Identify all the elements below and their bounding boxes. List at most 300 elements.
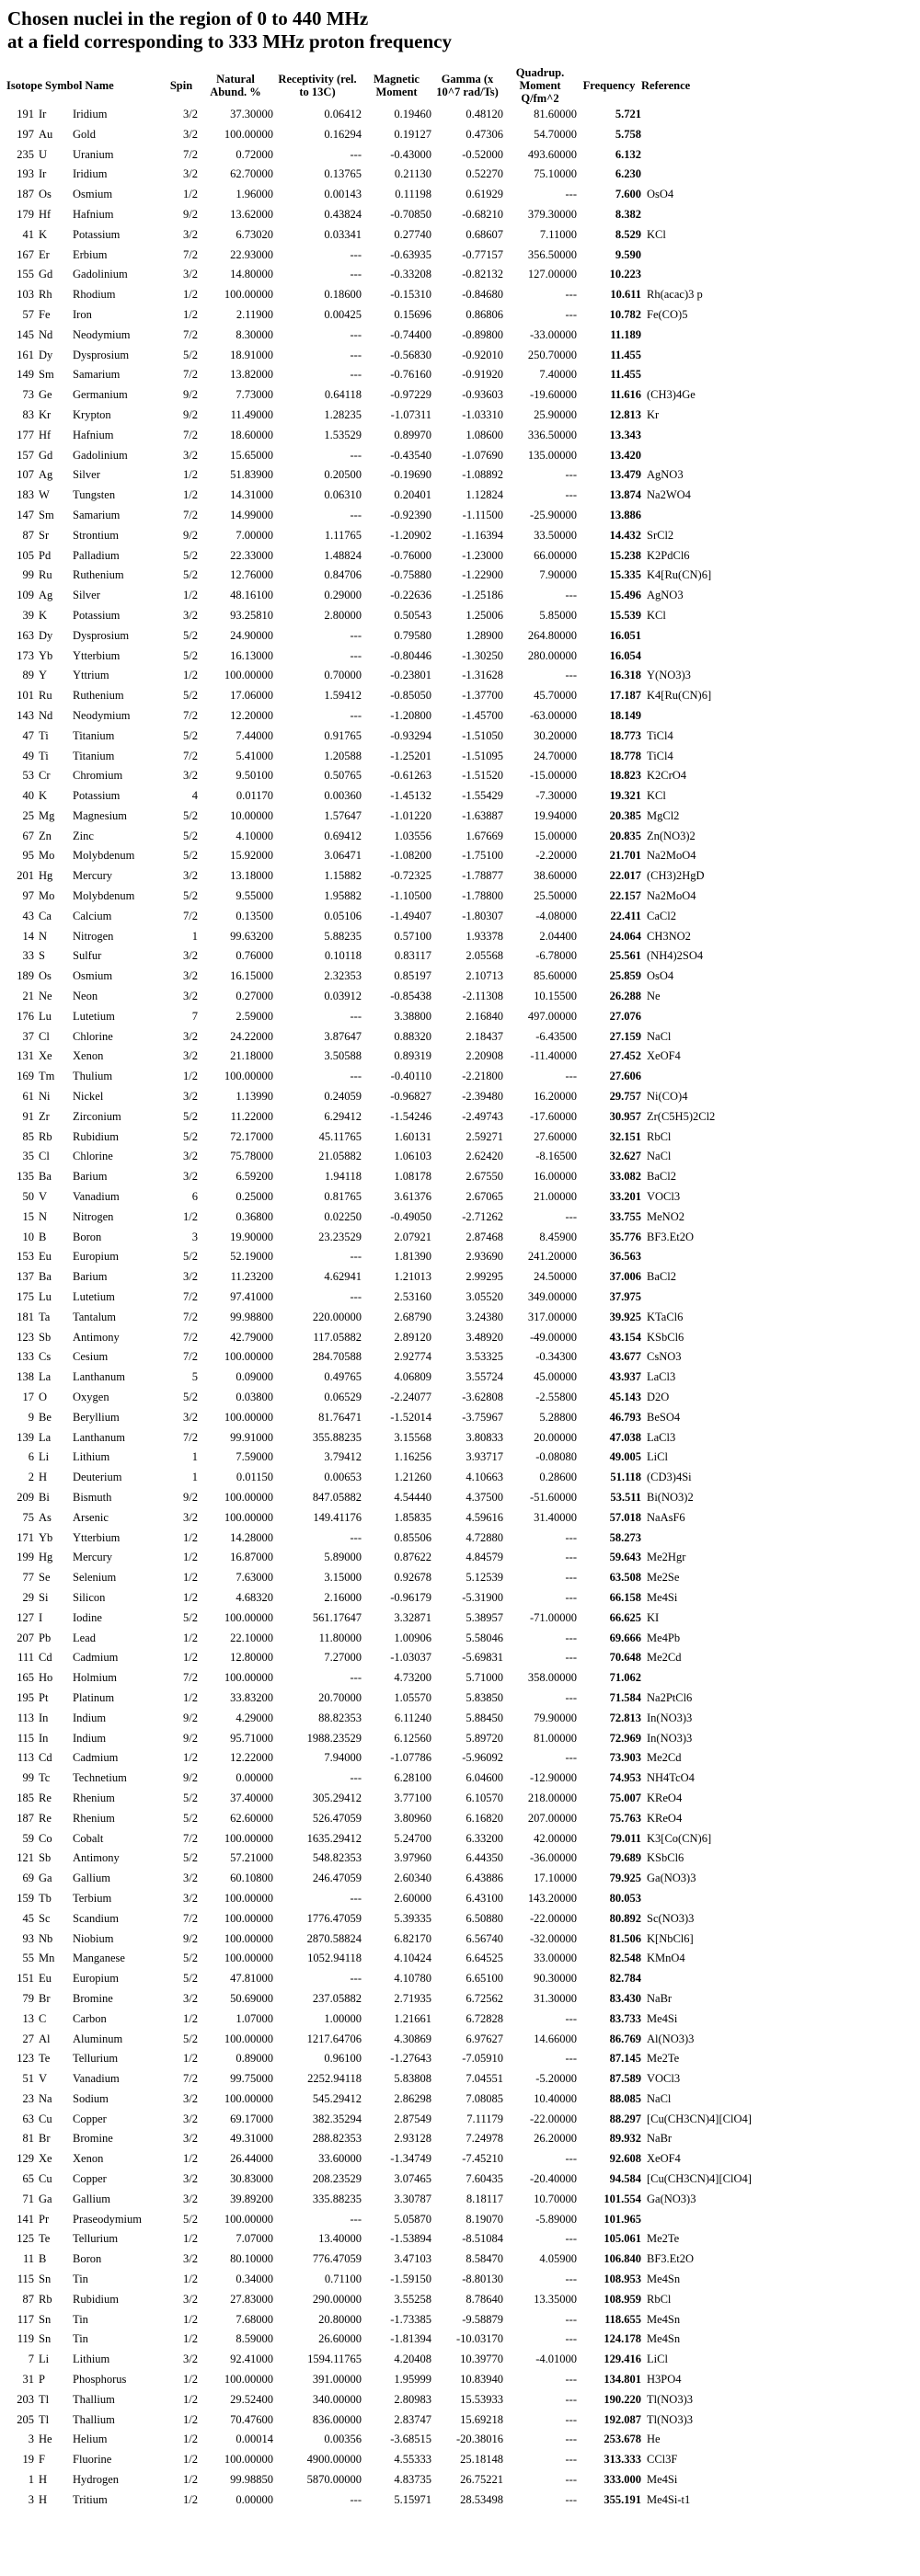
- table-row: [6, 1689, 785, 1709]
- cell-reference: Me4Pb: [647, 1631, 681, 1644]
- cell-reference: Me2Te: [647, 2232, 680, 2246]
- cell-reference: KI: [647, 1610, 660, 1624]
- cell-receptivity: 1.28235: [324, 407, 362, 421]
- cell-frequency: 36.563: [609, 1250, 641, 1264]
- cell-reference: Me2Cd: [647, 1651, 682, 1665]
- isotope-symbol: Ga: [39, 2192, 52, 2205]
- cell-element-name: Gallium: [73, 2192, 110, 2205]
- cell-element-name: Nitrogen: [73, 1209, 114, 1223]
- cell-isotope: [6, 1548, 73, 1568]
- cell-frequency: 6.132: [615, 147, 641, 161]
- isotope-symbol: Hf: [39, 428, 52, 441]
- cell-frequency: 11.455: [610, 368, 641, 382]
- cell-magnetic-moment: 1.06103: [394, 1150, 431, 1163]
- cell-spin: 5/2: [183, 1129, 198, 1143]
- table-row: [6, 666, 785, 686]
- cell-quadrupole-moment: -5.89000: [535, 2212, 577, 2226]
- cell-isotope: [6, 506, 73, 526]
- cell-magnetic-moment: -0.85438: [390, 990, 431, 1003]
- cell-receptivity: 0.02250: [324, 1209, 362, 1223]
- isotope-symbol: As: [39, 1510, 52, 1524]
- cell-natural-abundance: 14.28000: [230, 1530, 273, 1544]
- table-row: [6, 2470, 785, 2490]
- table-row: [6, 1568, 785, 1588]
- cell-reference: [641, 145, 785, 166]
- cell-reference: [641, 1067, 785, 1087]
- cell-isotope: [6, 2330, 73, 2350]
- cell-element-name: Arsenic: [73, 1510, 109, 1524]
- cell-isotope: [6, 2270, 73, 2290]
- cell-reference: He: [647, 2433, 661, 2446]
- cell-magnetic-moment: 0.21130: [394, 167, 431, 181]
- cell-element-name: Zirconium: [73, 1109, 121, 1123]
- cell-receptivity: ---: [350, 2492, 362, 2506]
- cell-element-name: Yttrium: [73, 669, 109, 682]
- cell-spin: 3/2: [183, 2192, 198, 2205]
- isotope-mass-number: 125: [17, 2232, 34, 2246]
- isotope-mass-number: 39: [22, 608, 34, 622]
- table-row: [6, 2430, 785, 2450]
- table-row: [6, 1428, 785, 1448]
- cell-element-name: Titanium: [73, 728, 115, 742]
- cell-natural-abundance: 13.62000: [230, 207, 273, 221]
- isotope-mass-number: 109: [17, 589, 34, 602]
- cell-receptivity: 284.70588: [312, 1350, 362, 1364]
- isotope-symbol: Lu: [39, 1290, 52, 1304]
- cell-frequency: 71.062: [609, 1671, 641, 1685]
- cell-natural-abundance: 49.31000: [230, 2132, 273, 2146]
- cell-receptivity: 1.57647: [324, 808, 362, 822]
- cell-isotope: [6, 1668, 73, 1689]
- isotope-symbol: Nd: [39, 327, 53, 341]
- cell-gamma: -1.51095: [462, 749, 503, 762]
- isotope-symbol: Tl: [39, 2412, 50, 2426]
- cell-frequency: 22.017: [609, 869, 641, 883]
- isotope-symbol: W: [39, 488, 50, 502]
- isotope-symbol: B: [39, 2252, 47, 2266]
- cell-element-name: Cadmium: [73, 1651, 119, 1665]
- cell-isotope: [6, 1228, 73, 1248]
- table-row: [6, 1208, 785, 1228]
- table-row: [6, 987, 785, 1007]
- cell-element-name: Lead: [73, 1631, 96, 1644]
- cell-magnetic-moment: -0.76160: [390, 368, 431, 382]
- table-row: [6, 1729, 785, 1749]
- cell-frequency: 45.143: [609, 1391, 641, 1403]
- table-row: [6, 727, 785, 747]
- cell-receptivity: 0.29000: [324, 589, 362, 602]
- cell-gamma: 15.53933: [460, 2392, 503, 2406]
- cell-gamma: 2.16840: [466, 1009, 503, 1023]
- cell-element-name: Titanium: [73, 749, 115, 762]
- cell-isotope: [6, 2009, 73, 2030]
- cell-spin: 5/2: [183, 829, 198, 842]
- cell-spin: 7/2: [183, 749, 198, 762]
- cell-receptivity: ---: [350, 1009, 362, 1023]
- table-row: [6, 1588, 785, 1609]
- cell-quadrupole-moment: 79.90000: [534, 1711, 577, 1724]
- cell-element-name: Lutetium: [73, 1290, 115, 1304]
- isotope-symbol: V: [39, 2072, 48, 2086]
- cell-isotope: [6, 1067, 73, 1087]
- isotope-symbol: Pd: [39, 548, 52, 562]
- cell-isotope: [6, 1889, 73, 1909]
- cell-gamma: -0.92010: [462, 348, 503, 361]
- cell-isotope: [6, 946, 73, 967]
- cell-gamma: 2.18437: [466, 1029, 503, 1043]
- cell-reference: Me4Sn: [647, 2332, 681, 2346]
- cell-spin: 3/2: [183, 1510, 198, 1524]
- cell-spin: 1/2: [183, 307, 198, 321]
- cell-quadrupole-moment: 33.50000: [534, 528, 577, 542]
- cell-gamma: -0.68210: [462, 207, 503, 221]
- cell-reference: NaCl: [647, 1029, 672, 1043]
- cell-element-name: Mercury: [73, 869, 113, 883]
- cell-spin: 7/2: [183, 909, 198, 922]
- cell-gamma: 6.10570: [466, 1791, 503, 1804]
- cell-magnetic-moment: -1.25201: [390, 749, 431, 762]
- cell-receptivity: 7.94000: [324, 1751, 362, 1765]
- cell-isotope: [6, 526, 73, 546]
- cell-frequency: 9.590: [615, 247, 641, 261]
- isotope-symbol: Dy: [39, 628, 53, 642]
- cell-gamma: -3.62808: [462, 1391, 503, 1403]
- cell-element-name: Nickel: [73, 1090, 104, 1104]
- cell-element-name: Hafnium: [73, 428, 114, 441]
- cell-magnetic-moment: 4.30869: [394, 2032, 431, 2045]
- cell-receptivity: 1.00000: [324, 2011, 362, 2025]
- cell-frequency: 18.149: [609, 708, 641, 722]
- cell-spin: 1/2: [183, 2332, 198, 2346]
- cell-quadrupole-moment: -20.40000: [529, 2172, 577, 2186]
- cell-isotope: [6, 706, 73, 727]
- cell-gamma: -2.71262: [462, 1209, 503, 1223]
- cell-frequency: 19.321: [609, 789, 641, 803]
- cell-isotope: [6, 2210, 73, 2230]
- cell-gamma: -5.69831: [462, 1651, 503, 1665]
- cell-isotope: [6, 1368, 73, 1388]
- cell-quadrupole-moment: ---: [565, 2052, 577, 2066]
- table-row: [6, 606, 785, 626]
- cell-reference: D2O: [647, 1391, 670, 1403]
- cell-magnetic-moment: 3.38800: [394, 1009, 431, 1023]
- cell-quadrupole-moment: 16.20000: [534, 1090, 577, 1104]
- isotope-symbol: K: [39, 227, 48, 241]
- cell-element-name: Molybdenum: [73, 889, 135, 903]
- cell-receptivity: 1.48824: [324, 548, 362, 562]
- cell-reference: [641, 205, 785, 225]
- cell-frequency: 69.666: [609, 1631, 641, 1644]
- cell-gamma: -8.51084: [462, 2232, 503, 2246]
- cell-receptivity: 13.40000: [318, 2232, 362, 2246]
- isotope-mass-number: 6: [28, 1450, 34, 1464]
- cell-frequency: 82.548: [609, 1952, 641, 1965]
- cell-magnetic-moment: -0.80446: [390, 648, 431, 662]
- cell-quadrupole-moment: ---: [565, 1571, 577, 1585]
- cell-receptivity: 20.80000: [318, 2312, 362, 2326]
- isotope-symbol: Hf: [39, 207, 52, 221]
- cell-gamma: -0.77157: [462, 247, 503, 261]
- cell-gamma: -1.75100: [462, 849, 503, 863]
- cell-receptivity: ---: [350, 1891, 362, 1905]
- cell-element-name: Lutetium: [73, 1009, 115, 1023]
- cell-frequency: 79.689: [609, 1851, 641, 1865]
- cell-natural-abundance: 7.73000: [236, 388, 273, 402]
- cell-gamma: 5.12539: [466, 1571, 503, 1585]
- isotope-symbol: Cu: [39, 2172, 52, 2186]
- cell-isotope: [6, 1689, 73, 1709]
- cell-quadrupole-moment: -51.60000: [529, 1490, 577, 1504]
- cell-receptivity: 561.17647: [312, 1610, 362, 1624]
- cell-isotope: [6, 2229, 73, 2250]
- cell-quadrupole-moment: 10.40000: [534, 2091, 577, 2105]
- table-row: [6, 526, 785, 546]
- cell-magnetic-moment: -0.61263: [390, 769, 431, 783]
- isotope-mass-number: 73: [22, 388, 34, 402]
- cell-frequency: 92.608: [609, 2152, 641, 2166]
- cell-isotope: [6, 1187, 73, 1208]
- cell-receptivity: ---: [350, 508, 362, 521]
- cell-quadrupole-moment: 25.90000: [534, 407, 577, 421]
- isotope-mass-number: 151: [17, 1972, 34, 1986]
- cell-spin: 1/2: [183, 2392, 198, 2406]
- cell-magnetic-moment: 2.80983: [394, 2392, 431, 2406]
- cell-natural-abundance: 7.63000: [236, 1571, 273, 1585]
- cell-gamma: 3.93717: [466, 1450, 503, 1464]
- cell-magnetic-moment: -1.53894: [390, 2232, 431, 2246]
- cell-reference: BaCl2: [647, 1270, 676, 1284]
- cell-spin: 5/2: [183, 689, 198, 703]
- cell-magnetic-moment: -1.20902: [390, 528, 431, 542]
- cell-magnetic-moment: 4.06809: [394, 1370, 431, 1384]
- cell-spin: 3/2: [183, 1090, 198, 1104]
- table-row: [6, 2330, 785, 2350]
- cell-frequency: 87.589: [609, 2072, 641, 2086]
- cell-quadrupole-moment: 2.04400: [539, 929, 577, 943]
- cell-gamma: 2.87468: [466, 1230, 503, 1243]
- isotope-symbol: Ti: [39, 728, 49, 742]
- isotope-symbol: Pb: [39, 1631, 52, 1644]
- table-row: [6, 1408, 785, 1428]
- cell-natural-abundance: 6.73020: [236, 227, 273, 241]
- table-row: [6, 546, 785, 567]
- cell-gamma: -1.55429: [462, 789, 503, 803]
- isotope-mass-number: 3: [28, 2492, 34, 2506]
- cell-isotope: [6, 2350, 73, 2370]
- isotope-symbol: Cr: [39, 769, 51, 783]
- cell-spin: 1/2: [183, 2492, 198, 2506]
- isotope-symbol: Au: [39, 127, 53, 141]
- title-line-1: Chosen nuclei in the region of 0 to 440 MHz: [7, 7, 369, 29]
- cell-isotope: [6, 365, 73, 385]
- table-row: [6, 2089, 785, 2110]
- cell-spin: 9/2: [183, 1731, 198, 1745]
- cell-receptivity: 1776.47059: [306, 1911, 362, 1925]
- cell-gamma: 6.43100: [466, 1891, 503, 1905]
- cell-isotope: [6, 1107, 73, 1128]
- cell-natural-abundance: 0.25000: [236, 1190, 273, 1204]
- cell-isotope: [6, 1748, 73, 1769]
- cell-gamma: -2.49743: [462, 1109, 503, 1123]
- isotope-symbol: Si: [39, 1590, 49, 1604]
- cell-isotope: [6, 2149, 73, 2170]
- cell-spin: 5/2: [183, 889, 198, 903]
- cell-spin: 7/2: [183, 708, 198, 722]
- cell-element-name: Cobalt: [73, 1831, 104, 1845]
- table-row: [6, 2069, 785, 2089]
- table-row: [6, 1007, 785, 1027]
- isotope-mass-number: 131: [17, 1049, 34, 1063]
- isotope-mass-number: 71: [22, 2192, 34, 2205]
- cell-isotope: [6, 2390, 73, 2410]
- cell-isotope: [6, 626, 73, 647]
- cell-reference: Ni(CO)4: [647, 1090, 688, 1104]
- cell-spin: 5/2: [183, 548, 198, 562]
- cell-spin: 9/2: [183, 207, 198, 221]
- isotope-mass-number: 67: [22, 829, 34, 842]
- cell-receptivity: 1635.29412: [306, 1831, 362, 1845]
- cell-magnetic-moment: 1.00906: [394, 1631, 431, 1644]
- header-gamma: Gamma (x 10^7 rad/Ts): [436, 73, 499, 98]
- cell-spin: 7/2: [183, 1831, 198, 1845]
- cell-isotope: [6, 1408, 73, 1428]
- header-natural-abundance: Natural Abund. %: [210, 73, 261, 98]
- cell-gamma: 3.05520: [466, 1290, 503, 1304]
- cell-element-name: Iodine: [73, 1610, 102, 1624]
- isotope-symbol: La: [39, 1430, 52, 1444]
- cell-receptivity: 3.79412: [324, 1450, 362, 1464]
- cell-gamma: -1.30250: [462, 648, 503, 662]
- cell-reference: Bi(NO3)2: [647, 1490, 694, 1504]
- cell-spin: 3/2: [183, 108, 198, 120]
- cell-receptivity: 340.00000: [312, 2392, 362, 2406]
- cell-spin: 5/2: [183, 2032, 198, 2045]
- cell-reference: [Cu(CH3CN)4][ClO4]: [647, 2172, 752, 2186]
- cell-quadrupole-moment: ---: [565, 2312, 577, 2326]
- cell-magnetic-moment: 0.88320: [394, 1029, 431, 1043]
- cell-natural-abundance: 22.33000: [230, 548, 273, 562]
- cell-element-name: Potassium: [73, 608, 121, 622]
- cell-quadrupole-moment: 33.00000: [534, 1952, 577, 1965]
- cell-isotope: [6, 1989, 73, 2009]
- isotope-symbol: N: [39, 1209, 48, 1223]
- cell-reference: LaCl3: [647, 1430, 676, 1444]
- isotope-symbol: Sn: [39, 2273, 52, 2286]
- isotope-mass-number: 183: [17, 488, 34, 502]
- isotope-symbol: Cl: [39, 1029, 50, 1043]
- table-row: [6, 246, 785, 266]
- cell-natural-abundance: 100.00000: [224, 1410, 273, 1424]
- isotope-symbol: Os: [39, 969, 52, 983]
- cell-receptivity: ---: [350, 1972, 362, 1986]
- isotope-symbol: Sn: [39, 2312, 52, 2326]
- cell-natural-abundance: 1.13990: [236, 1090, 273, 1104]
- cell-natural-abundance: 0.00000: [236, 1771, 273, 1785]
- cell-isotope: [6, 1267, 73, 1288]
- cell-quadrupole-moment: ---: [565, 2392, 577, 2406]
- isotope-symbol: Er: [39, 247, 50, 261]
- cell-quadrupole-moment: ---: [565, 488, 577, 502]
- isotope-symbol: Fe: [39, 307, 51, 321]
- isotope-mass-number: 181: [17, 1310, 34, 1323]
- cell-quadrupole-moment: 264.80000: [527, 628, 577, 642]
- cell-element-name: Osmium: [73, 969, 113, 983]
- cell-natural-abundance: 0.13500: [236, 909, 273, 922]
- cell-receptivity: 5.89000: [324, 1551, 362, 1564]
- cell-natural-abundance: 62.70000: [230, 167, 273, 181]
- table-row: [6, 1648, 785, 1668]
- cell-isotope: [6, 1308, 73, 1328]
- table-row: [6, 1368, 785, 1388]
- cell-magnetic-moment: 0.19127: [394, 127, 431, 141]
- cell-natural-abundance: 19.90000: [230, 1230, 273, 1243]
- cell-element-name: Neodymium: [73, 708, 131, 722]
- isotope-symbol: Sm: [39, 368, 54, 382]
- cell-receptivity: 0.64118: [324, 388, 362, 402]
- table-row: [6, 1629, 785, 1649]
- cell-reference: CaCl2: [647, 909, 676, 922]
- isotope-mass-number: 107: [17, 468, 34, 482]
- table-row: [6, 1869, 785, 1889]
- cell-magnetic-moment: 0.89970: [394, 428, 431, 441]
- isotope-symbol: B: [39, 1230, 47, 1243]
- cell-gamma: -1.07690: [462, 448, 503, 462]
- cell-gamma: 4.37500: [466, 1490, 503, 1504]
- cell-spin: 3/2: [183, 2292, 198, 2306]
- isotope-symbol: S: [39, 949, 45, 963]
- cell-isotope: [6, 285, 73, 305]
- cell-frequency: 129.416: [604, 2353, 641, 2366]
- cell-quadrupole-moment: -2.55800: [535, 1391, 577, 1403]
- cell-magnetic-moment: -1.59150: [390, 2273, 431, 2286]
- table-row: [6, 686, 785, 706]
- cell-gamma: -20.38016: [455, 2433, 503, 2446]
- isotope-mass-number: 81: [22, 2132, 34, 2146]
- isotope-mass-number: 40: [22, 789, 34, 803]
- isotope-mass-number: 199: [17, 1551, 34, 1564]
- cell-element-name: Vanadium: [73, 2072, 120, 2086]
- cell-receptivity: 0.06310: [324, 488, 362, 502]
- cell-receptivity: 305.29412: [312, 1791, 362, 1804]
- cell-element-name: Copper: [73, 2172, 107, 2186]
- cell-reference: KSbCl6: [647, 1851, 684, 1865]
- cell-reference: KReO4: [647, 1811, 683, 1825]
- table-row: [6, 1067, 785, 1087]
- cell-gamma: 6.64525: [466, 1952, 503, 1965]
- cell-spin: 1/2: [183, 1209, 198, 1223]
- cell-frequency: 13.886: [609, 508, 641, 521]
- cell-natural-abundance: 9.50100: [236, 769, 273, 783]
- cell-element-name: Potassium: [73, 789, 121, 803]
- cell-reference: NaBr: [647, 1991, 673, 2005]
- cell-frequency: 75.763: [609, 1811, 641, 1825]
- table-row: [6, 626, 785, 647]
- isotope-symbol: F: [39, 2453, 45, 2467]
- cell-gamma: 15.69218: [460, 2412, 503, 2426]
- cell-quadrupole-moment: -4.01000: [535, 2353, 577, 2366]
- cell-isotope: [6, 185, 73, 205]
- cell-natural-abundance: 100.00000: [224, 1931, 273, 1945]
- cell-magnetic-moment: 3.07465: [394, 2172, 431, 2186]
- table-row: [6, 2390, 785, 2410]
- cell-isotope: [6, 1789, 73, 1809]
- cell-quadrupole-moment: 250.70000: [527, 348, 577, 361]
- cell-reference: K3[Co(CN)6]: [647, 1831, 712, 1845]
- cell-reference: Me4Si: [647, 1590, 678, 1604]
- cell-receptivity: 2.80000: [324, 608, 362, 622]
- cell-spin: 1/2: [183, 2152, 198, 2166]
- isotope-symbol: Sn: [39, 2332, 52, 2346]
